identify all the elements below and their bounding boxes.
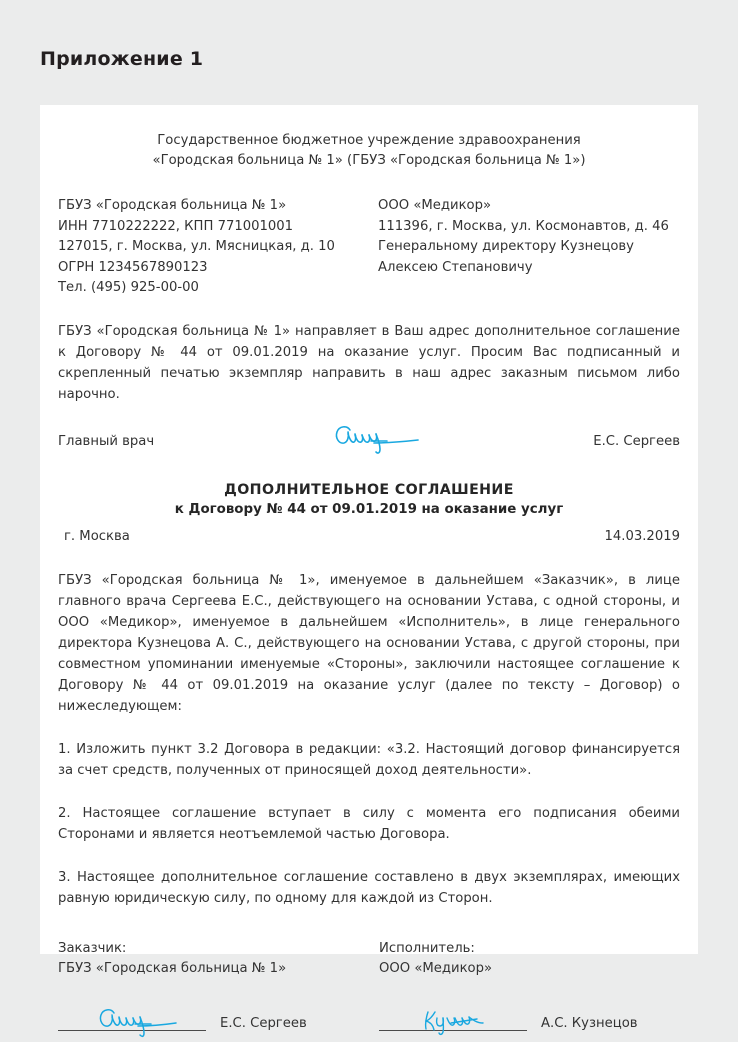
agreement-subtitle: к Договору № 44 от 09.01.2019 на оказание услуг <box>174 501 564 517</box>
signature-row <box>58 1008 680 1038</box>
signer-name: Е.С. Сергеев <box>593 433 680 449</box>
customer-signature-cell <box>58 1008 369 1038</box>
parties-block <box>58 939 680 980</box>
address-block <box>58 196 680 299</box>
sender-line: ГБУЗ «Городская больница № 1» <box>58 198 287 213</box>
document-sheet <box>40 105 698 1031</box>
organization-header-line-1: Государственное бюджетное учреждение здравоохранения <box>157 133 581 148</box>
sender-line: ОГРН 1234567890123 <box>58 259 208 275</box>
signer-role: Главный врач <box>58 433 155 449</box>
sender-block <box>58 196 378 299</box>
customer-role-label: Заказчик: <box>58 940 127 956</box>
recipient-line: Алексею Степановичу <box>378 259 533 275</box>
contractor-party <box>369 939 690 980</box>
agreement-title: ДОПОЛНИТЕЛЬНОЕ СОГЛАШЕНИЕ <box>224 481 514 498</box>
recipient-block <box>378 196 680 299</box>
recipient-line: Генеральному директору Кузнецову <box>378 239 634 254</box>
contractor-signer-name: А.С. Кузнецов <box>541 1015 638 1031</box>
organization-header <box>58 105 680 170</box>
signature-sergeev-icon <box>330 422 426 456</box>
sender-line: ИНН 7710222222, КПП 771001001 <box>58 218 294 234</box>
appendix-title: Приложение 1 <box>40 48 204 70</box>
contractor-role-label: Исполнитель: <box>379 940 475 956</box>
signature-sergeev-icon <box>98 1006 198 1038</box>
city-label: г. Москва <box>64 528 130 544</box>
contractor-name: ООО «Медикор» <box>379 961 493 976</box>
sender-line: 127015, г. Москва, ул. Мясницкая, д. 10 <box>58 239 335 254</box>
clause-2: 2. Настоящее соглашение вступает в силу с момента его подписания обеими Сторонами и является неотъемлемой частью Договора. <box>58 805 680 842</box>
cover-letter-paragraph: ГБУЗ «Городская больница № 1» направляет в Ваш адрес дополнительное соглашение к Договору № 44 от 09.01.2019 на оказание услуг. Просим Вас подписанный и скрепленный печатью экземпляр направить в наш адрес заказным письмом либо нарочно. <box>58 323 680 402</box>
sender-line: Тел. (495) 925-00-00 <box>58 280 199 295</box>
recipient-line: 111396, г. Москва, ул. Космонавтов, д. 46 <box>378 218 669 234</box>
document-date: 14.03.2019 <box>604 528 680 544</box>
contractor-signature-cell <box>369 1008 680 1038</box>
cover-letter-signature-row <box>58 426 680 456</box>
customer-signer-name: Е.С. Сергеев <box>220 1015 307 1031</box>
clause-3: 3. Настоящее дополнительное соглашение составлено в двух экземплярах, имеющих равную юридическую силу, по одному для каждой из Сторон. <box>58 869 680 906</box>
signature-kuznetsov-icon <box>421 1006 497 1038</box>
clause-1: 1. Изложить пункт 3.2 Договора в редакции: «3.2. Настоящий договор финансируется за счет средств, полученных от приносящей доход деятельности». <box>58 741 680 778</box>
organization-header-line-2: «Городская больница № 1» (ГБУЗ «Городская больница № 1») <box>152 152 586 168</box>
recipient-line: ООО «Медикор» <box>378 198 492 213</box>
city-date-row <box>58 529 680 548</box>
agreement-preamble: ГБУЗ «Городская больница № 1», именуемое в дальнейшем «Заказчик», в лице главного врача Сергеева Е.С., действующего на основании Устава, с одной стороны, и ООО «Медикор», именуемое в дальнейшем «Исполнитель», в лице генерального директора Кузнецова А. С., действующего на основании Устава, с другой стороны, при совместном упоминании именуемые «Стороны», заключили настоящее соглашение к Договору № 44 от 09.01.2019 на оказание услуг (далее по тексту – Договор) о нижеследующем: <box>58 572 680 714</box>
customer-name: ГБУЗ «Городская больница № 1» <box>58 961 287 976</box>
customer-party <box>58 939 369 980</box>
